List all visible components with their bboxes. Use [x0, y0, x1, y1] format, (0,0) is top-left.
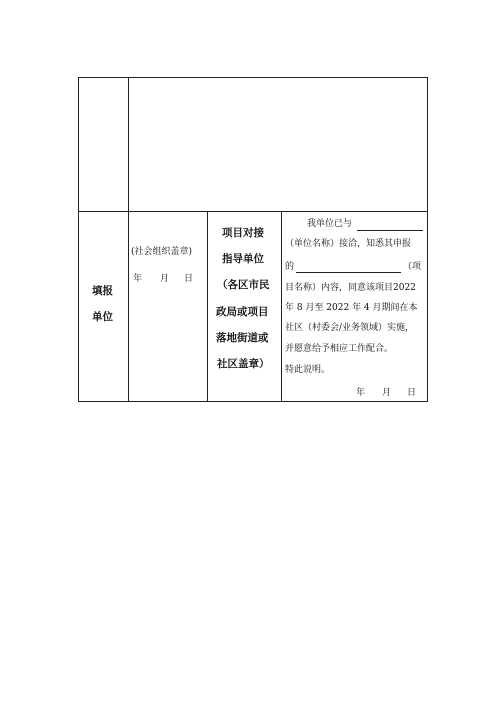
guidance-line-1: 项目对接: [222, 227, 264, 239]
statement-line-3-prefix: 的: [285, 262, 295, 272]
filler-unit-label-line2: 单位: [92, 311, 113, 323]
statement-line-7: 并愿意给予相应工作配合。: [285, 344, 394, 354]
statement-line-5: 年 8 月至 2022 年 4 月期间在本: [285, 303, 418, 313]
top-content-cell: [129, 78, 427, 211]
statement-line-2: （单位名称）接洽，知悉其申报: [285, 239, 412, 249]
guidance-line-5: 落地街道或: [216, 332, 269, 344]
date-day-label: 日: [184, 274, 194, 284]
table-left-border: [78, 77, 79, 402]
column-divider-2: [207, 211, 208, 402]
column-divider-3: [281, 211, 282, 402]
guidance-line-2: 指导单位: [222, 253, 264, 265]
statement-date-day: 日: [407, 388, 417, 398]
row-divider: [78, 211, 428, 212]
statement-line-1-prefix: 我单位已与: [307, 219, 353, 229]
statement-line-4: 目名称）内容，同意该项目2022: [285, 283, 416, 293]
project-name-blank[interactable]: [296, 272, 401, 273]
unit-name-blank[interactable]: [357, 230, 423, 231]
statement-line-8: 特此说明。: [285, 365, 331, 375]
guidance-line-6: 社区盖章）: [217, 358, 270, 370]
statement-date-month: 月: [382, 388, 392, 398]
filler-unit-label-line1: 填报: [92, 285, 113, 297]
seal-note: (社会组织盖章): [131, 247, 193, 257]
table-bottom-border: [78, 401, 428, 402]
guidance-line-4: 政局或项目: [216, 306, 269, 318]
form-table: [78, 77, 428, 402]
date-month-label: 月: [160, 274, 170, 284]
guidance-line-3: （各区市民: [217, 279, 270, 291]
date-year-label: 年: [133, 274, 143, 284]
statement-line-6: 社区（村委会/业务领域）实施，: [285, 323, 415, 333]
statement-date-year: 年: [356, 388, 366, 398]
statement-line-3-suffix: （项: [403, 262, 422, 272]
table-right-border: [427, 77, 428, 402]
